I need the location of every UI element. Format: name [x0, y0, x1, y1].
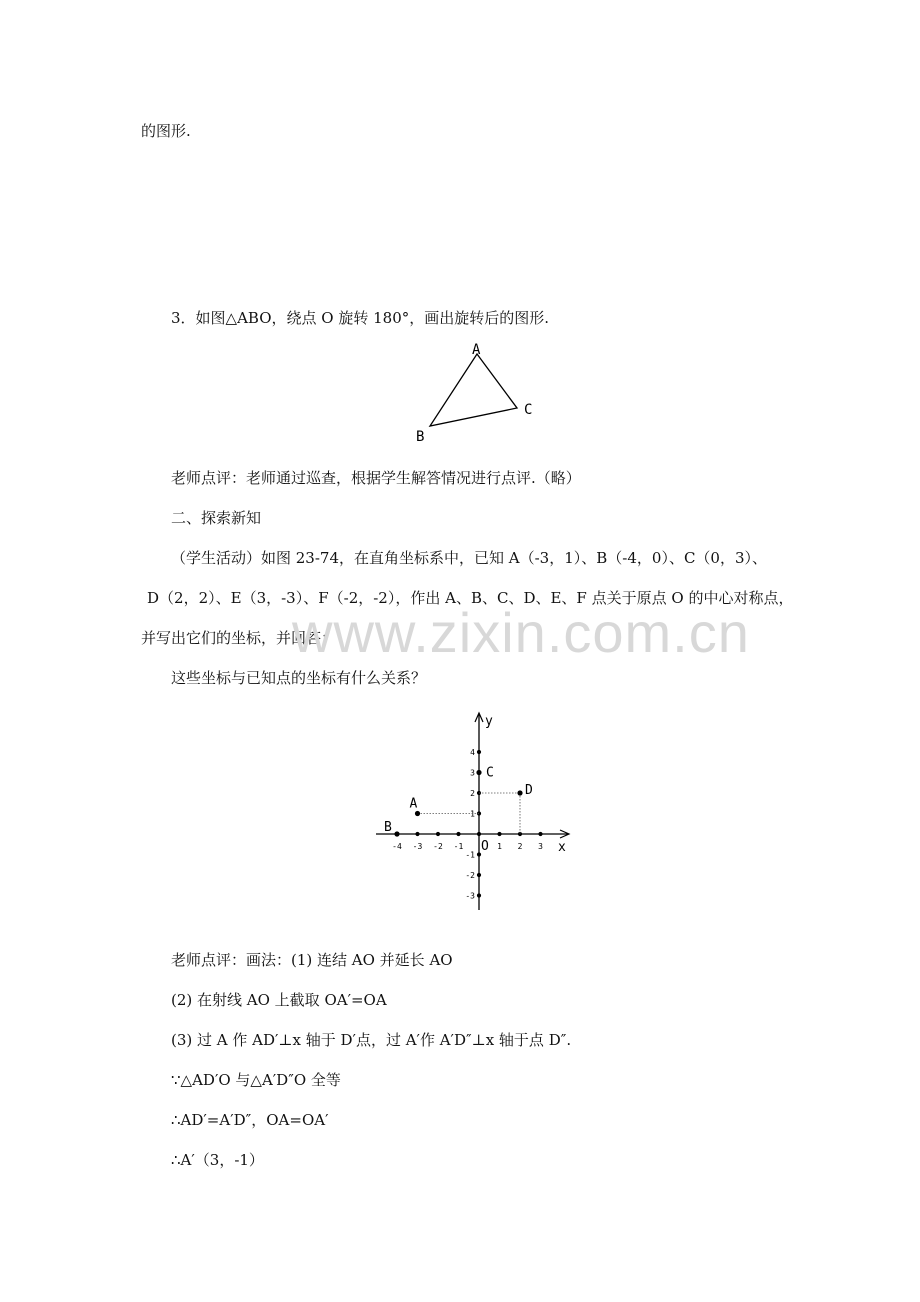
y-tick-label: 4	[470, 748, 475, 757]
x-tick-point	[497, 832, 501, 836]
x-axis-label: x	[558, 840, 566, 855]
point-d	[517, 790, 522, 795]
y-tick-label: 2	[470, 789, 475, 798]
activity-line-2: D（2，2）、E（3，-3）、F（-2，-2），作出 A、B、C、D、E、F 点关于原点 O 的中心对称点，	[147, 589, 794, 607]
point-c	[476, 770, 481, 775]
point-b	[394, 831, 399, 836]
y-tick-label: -1	[465, 850, 475, 860]
question-3: 3．如图△ABO，绕点 O 旋转 180°，画出旋转后的图形.	[171, 309, 550, 327]
point-d-label: D	[525, 783, 533, 798]
y-tick-label: 1	[470, 809, 475, 819]
x-tick-label: -2	[433, 842, 443, 851]
step-3: (3) 过 A 作 AD′⊥x 轴于 D′点，过 A′作 A′D″⊥x 轴于点 D″.	[171, 1031, 572, 1049]
triangle-figure	[410, 338, 540, 448]
triangle-label-c: C	[524, 402, 533, 418]
origin-point	[477, 832, 481, 836]
y-tick-point	[477, 893, 481, 897]
triangle-abc	[430, 354, 517, 426]
y-tick-point	[477, 873, 481, 877]
teacher-comment-2: 老师点评：画法：(1) 连结 AO 并延长 AO	[171, 951, 453, 969]
x-tick-label: 2	[517, 842, 523, 851]
x-tick-label: 3	[538, 842, 543, 851]
activity-line-3: 并写出它们的坐标，并回答：	[141, 629, 337, 647]
x-tick-label: -3	[412, 842, 423, 851]
section-heading: 二、探索新知	[171, 509, 262, 527]
watermark: www.zixin.com.cn	[292, 601, 750, 664]
x-tick-label: -4	[392, 842, 402, 851]
point-c-label: C	[486, 765, 494, 781]
y-tick-label: 3	[470, 768, 475, 778]
origin-label: O	[481, 839, 489, 854]
x-tick-point	[538, 832, 542, 836]
coordinate-figure	[370, 708, 580, 918]
triangle-label-a: A	[472, 342, 481, 358]
x-tick-point	[415, 832, 419, 836]
teacher-comment-1: 老师点评：老师通过巡查，根据学生解答情况进行点评.（略）	[171, 469, 581, 487]
point-b-label: B	[384, 820, 392, 835]
point-a	[415, 811, 420, 816]
point-a-label: A	[409, 796, 418, 812]
therefore-line-1: ∴AD′=A′D″，OA=OA′	[171, 1111, 329, 1129]
y-tick-label: -2	[465, 871, 475, 880]
y-axis-label: y	[485, 714, 493, 729]
activity-line-1: （学生活动）如图 23-74，在直角坐标系中，已知 A（-3，1）、B（-4，0）、C（0，3）、	[171, 549, 768, 567]
x-tick-label: -1	[453, 842, 464, 851]
y-tick-point	[477, 750, 481, 754]
step-2: (2) 在射线 AO 上截取 OA′=OA	[171, 991, 387, 1009]
x-tick-label: 1	[497, 842, 502, 851]
x-tick-point	[456, 832, 460, 836]
question-relationship: 这些坐标与已知点的坐标有什么关系？	[171, 669, 427, 687]
x-tick-point	[436, 832, 440, 836]
y-tick-point	[477, 852, 481, 856]
because-line: ∵△AD′O 与△A′D″O 全等	[171, 1071, 341, 1089]
therefore-line-2: ∴A′（3，-1）	[171, 1151, 264, 1169]
y-tick-label: -3	[465, 891, 475, 901]
triangle-label-b: B	[416, 429, 425, 445]
text-line-1: 的图形.	[141, 122, 191, 140]
